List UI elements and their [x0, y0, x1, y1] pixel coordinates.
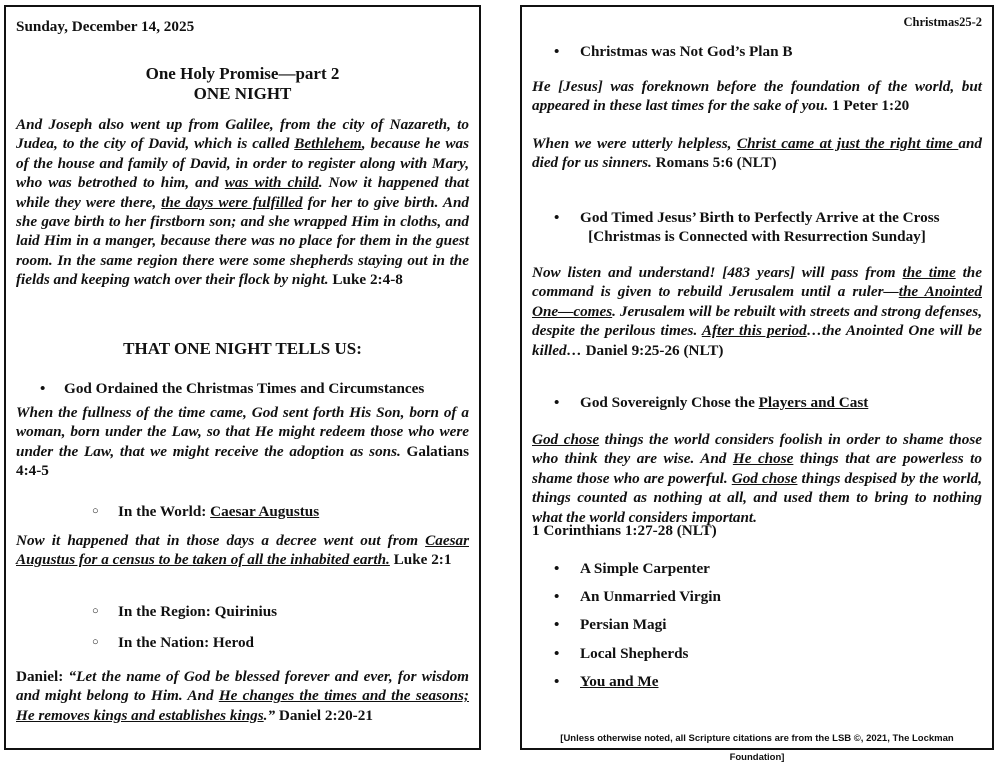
text-run: In the Region: Quirinius — [118, 603, 278, 620]
right-page — [520, 5, 994, 764]
underlined-text: the Anointed One—comes — [532, 283, 982, 320]
text-run: [Christmas is Connected with Resurrection Sunday] — [588, 228, 926, 245]
text-run: and died for us sinners. — [532, 135, 982, 172]
text-run: God Ordained the Christmas Times and Circumstances — [64, 380, 425, 397]
text-run: In the Nation: Herod — [118, 634, 254, 651]
text-run: Daniel: — [16, 668, 69, 685]
underlined-text: was with child — [224, 174, 319, 192]
heading — [16, 84, 469, 103]
underlined-text: Caesar Augustus for a census to be taken of all the inhabited earth. — [16, 532, 469, 569]
text-run: Daniel 9:25-26 (NLT) — [581, 341, 724, 359]
sub-bullet-item — [16, 633, 469, 652]
text-run: A Simple Carpenter — [580, 560, 710, 577]
scripture-paragraph — [16, 667, 469, 725]
scripture-paragraph — [16, 115, 469, 290]
heading — [532, 227, 982, 246]
text-run: , because he was of the house and family of David, in order to register along with Mary, who was betrothed to him, and — [16, 135, 469, 192]
text-run: Galatians 4:4-5 — [16, 442, 469, 480]
text-run: “Let the name of God be blessed forever and ever, for wisdom and might belong to Him. And — [16, 668, 469, 705]
text-run: the command is given to rebuild Jerusalem until a ruler— — [532, 264, 982, 301]
bullet-item — [532, 559, 982, 578]
heading — [16, 64, 469, 83]
text-run: An Unmarried Virgin — [580, 588, 721, 605]
text-run: for her to give birth. And she gave birth to her firstborn son; and she wrapped Him in cloths, and laid Him in a manger, because there was no place for them in the guest room. In the same region there were some shepherds staying out in the fields and keeping watch over their flock by night. — [16, 193, 469, 289]
text-run: things that are powerless to shame those who are powerful. — [532, 450, 982, 487]
scripture-paragraph — [532, 263, 982, 360]
page-label: Christmas25-2 — [903, 15, 982, 29]
underlined-text: the time — [902, 264, 956, 281]
underlined-text: God chose — [731, 469, 798, 487]
text-run: . Now it happened that while they were there, — [16, 174, 469, 211]
scripture-paragraph — [532, 430, 982, 527]
bullet-item — [532, 587, 982, 606]
underlined-text: Christ came at just the right time — [736, 135, 959, 152]
text-run: Daniel 2:20-21 — [275, 706, 373, 724]
bullet-item — [16, 379, 469, 398]
text-run: 1 Corinthians 1:27-28 (NLT) — [532, 522, 717, 539]
text-run: God Timed Jesus’ Birth to Perfectly Arrive at the Cross — [580, 209, 940, 226]
text-run: Christmas was Not God’s Plan B — [580, 43, 793, 60]
text-run: And Joseph also went up from Galilee, from the city of Nazareth, to Judea, to the city of David, which is called — [16, 116, 469, 153]
scripture-paragraph — [16, 531, 469, 570]
underlined-text: Caesar Augustus — [210, 503, 320, 520]
text-run: In the World: — [118, 503, 211, 520]
left-page — [4, 5, 481, 750]
text-run: God Sovereignly Chose the — [580, 394, 759, 411]
sub-bullet-item — [16, 502, 469, 521]
text-run: things despised by the world, things counted as nothing at all, and used them to bring to nothing what the world considers important. — [532, 469, 982, 526]
underlined-text: God chose — [532, 431, 600, 448]
heading — [16, 339, 469, 358]
bullet-item — [532, 42, 982, 61]
text-run: One Holy Promise—part 2 — [145, 64, 340, 83]
heading — [16, 17, 469, 36]
text-run: THAT ONE NIGHT TELLS US: — [123, 339, 362, 358]
copyright-footer: [Unless otherwise noted, all Scripture citations are from the LSB ©, 2021, The Lockman Foundation] — [560, 733, 954, 764]
underlined-text: Players and Cast — [758, 394, 869, 411]
text-run: things the world considers foolish in order to shame those who think they are wise. And — [532, 431, 982, 468]
underlined-text: After this period — [701, 322, 807, 340]
bullet-item — [532, 615, 982, 634]
underlined-text: You and Me — [580, 673, 659, 690]
underlined-text: Bethlehem — [294, 135, 362, 153]
scripture-paragraph — [16, 403, 469, 481]
text-run: .” — [263, 706, 276, 724]
text-run: …the Anointed One will be killed… — [532, 322, 983, 359]
underlined-text: the days were fulfilled — [161, 193, 303, 211]
underlined-text: He changes the times and the seasons; He removes kings and establishes kings — [16, 687, 469, 724]
bullet-item — [532, 644, 982, 663]
heading — [532, 521, 982, 540]
text-run: . Jerusalem will be rebuilt with streets and strong defenses, despite the perilous times. — [532, 302, 982, 340]
text-run: Romans 5:6 (NLT) — [651, 154, 777, 172]
text-run: Persian Magi — [580, 616, 667, 633]
sub-bullet-item — [16, 602, 469, 621]
text-run: ONE NIGHT — [193, 84, 292, 103]
text-run: Now it happened that in those days a decree went out from — [16, 532, 426, 549]
underlined-text: He chose — [732, 450, 794, 468]
text-run: Luke 2:4-8 — [328, 271, 403, 289]
scripture-paragraph — [532, 134, 982, 173]
text-run: When the fullness of the time came, God sent forth His Son, born of a woman, born under the Law, so that He might redeem those who were under the Law, that we might receive the adoption as sons. — [16, 404, 469, 460]
text-run: Luke 2:1 — [389, 551, 452, 569]
text-run: Sunday, December 14, 2025 — [16, 18, 195, 35]
text-run: Now listen and understand! [483 years] will pass from — [532, 264, 903, 281]
text-run: Local Shepherds — [580, 645, 689, 662]
scripture-paragraph — [532, 77, 982, 116]
text-run: He [Jesus] was foreknown before the foundation of the world, but appeared in these last times for the sake of you. — [532, 78, 982, 115]
bullet-item — [532, 672, 982, 691]
bullet-item — [532, 393, 982, 412]
text-run: 1 Peter 1:20 — [828, 97, 910, 115]
text-run: When we were utterly helpless, — [532, 135, 737, 152]
bullet-item — [532, 208, 982, 227]
